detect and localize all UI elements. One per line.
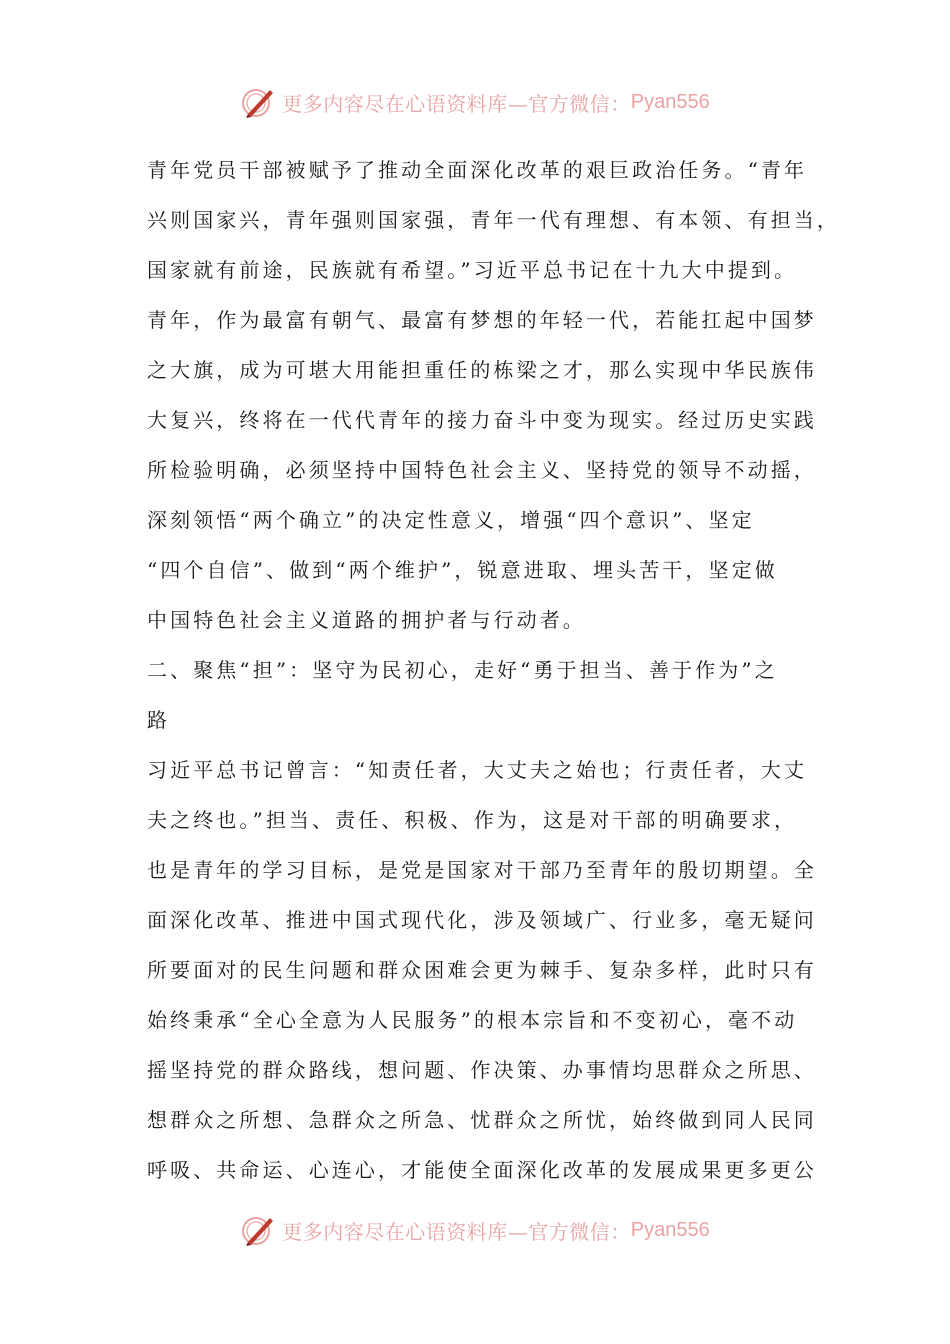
text-line: 所检验明确，必须坚持中国特色社会主义、坚持党的领导不动摇， — [147, 458, 817, 482]
text-line: 面深化改革、推进中国式现代化，涉及领域广、行业多，毫无疑问 — [147, 908, 817, 932]
banner-text: 更多内容尽在心语资料库—官方微信： — [282, 91, 631, 116]
text-line: 所要面对的民生问题和群众困难会更为棘手、复杂多样，此时只有 — [147, 958, 817, 982]
text-line: 青年，作为最富有朝气、最富有梦想的年轻一代，若能扛起中国梦 — [147, 308, 817, 332]
text-line: 国家就有前途，民族就有希望。”习近平总书记在十九大中提到。 — [147, 258, 798, 282]
text-line: 摇坚持党的群众路线，想问题、作决策、办事情均思群众之所思、 — [147, 1058, 817, 1082]
banner-wechat-id: Pyan556 — [630, 90, 710, 113]
pen-logo-icon — [240, 1212, 276, 1248]
text-line: 夫之终也。”担当、责任、积极、作为，这是对干部的明确要求， — [147, 808, 798, 832]
text-line: 始终秉承“全心全意为人民服务”的根本宗旨和不变初心，毫不动 — [147, 1008, 798, 1032]
text-line: 兴则国家兴，青年强则国家强，青年一代有理想、有本领、有担当， — [147, 208, 840, 232]
section-heading-line: 路 — [147, 708, 171, 732]
banner-text: 更多内容尽在心语资料库—官方微信： — [282, 1219, 631, 1244]
text-line: 大复兴，终将在一代代青年的接力奋斗中变为现实。经过历史实践 — [147, 408, 817, 432]
text-line: 深刻领悟“两个确立”的决定性意义，增强“四个意识”、坚定 — [147, 508, 755, 532]
text-line: 呼吸、共命运、心连心，才能使全面深化改革的发展成果更多更公 — [147, 1158, 817, 1182]
text-line: 之大旗，成为可堪大用能担重任的栋梁之才，那么实现中华民族伟 — [147, 358, 817, 382]
text-line: 习近平总书记曾言：“知责任者，大丈夫之始也；行责任者，大丈 — [147, 758, 808, 782]
pen-logo-icon — [240, 84, 276, 120]
header-watermark-banner — [0, 80, 950, 124]
banner-wechat-id: Pyan556 — [630, 1218, 710, 1241]
text-line: 想群众之所想、急群众之所急、忧群众之所忧，始终做到同人民同 — [147, 1108, 817, 1132]
text-line: 青年党员干部被赋予了推动全面深化改革的艰巨政治任务。“青年 — [147, 158, 808, 182]
text-line: “四个自信”、做到“两个维护”，锐意进取、埋头苦干，坚定做 — [147, 558, 778, 582]
text-line: 也是青年的学习目标，是党是国家对干部乃至青年的殷切期望。全 — [147, 858, 817, 882]
footer-watermark-banner — [0, 1208, 950, 1252]
document-body — [147, 145, 840, 1195]
text-line: 中国特色社会主义道路的拥护者与行动者。 — [147, 608, 586, 632]
section-heading-line: 二、聚焦“担”：坚守为民初心，走好“勇于担当、善于作为”之 — [147, 658, 778, 682]
